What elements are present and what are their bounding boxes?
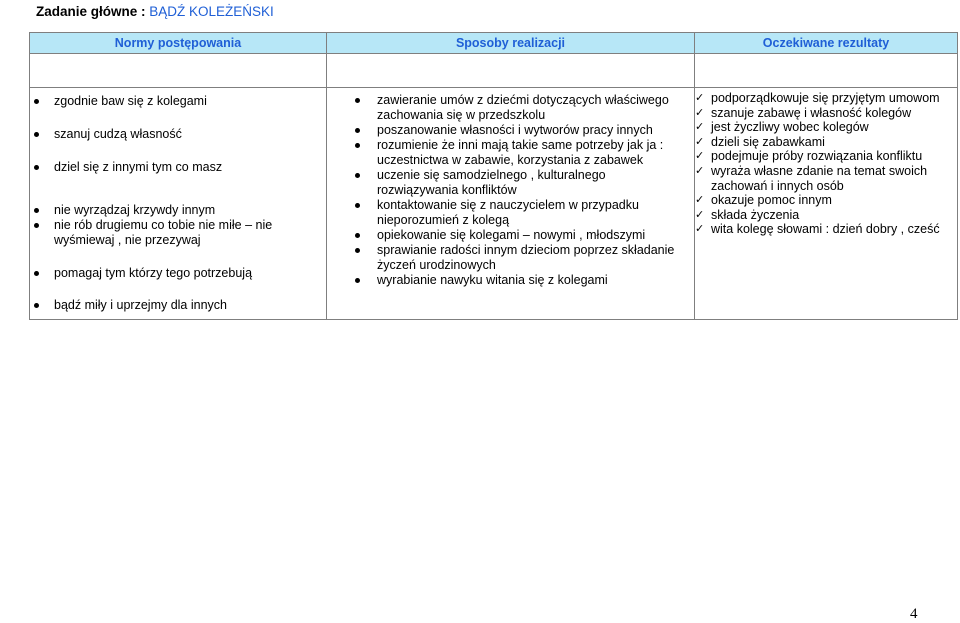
- header-results: Oczekiwane rezultaty: [695, 33, 958, 54]
- list-item: ✓ podporządkowuje się przyjętym umowom: [695, 91, 949, 106]
- list-item: uczenie się samodzielnego , kulturalnego rozwiązywania konfliktów: [327, 168, 684, 198]
- page-number: 4: [910, 606, 918, 622]
- list-item: ✓ okazuje pomoc innym: [695, 193, 949, 208]
- norms-cell: [30, 88, 327, 320]
- list-item: ✓ szanuje zabawę i własność kolegów: [695, 106, 949, 121]
- list-item: nie rób drugiemu co tobie nie miłe – nie wyśmiewaj , nie przezywaj: [30, 218, 316, 248]
- list-item: dziel się z innymi tym co masz: [30, 160, 316, 175]
- norms-list: [30, 94, 316, 313]
- list-item: wyrabianie nawyku witania się z kolegami: [327, 273, 684, 288]
- behavior-table: [29, 32, 958, 320]
- title-accent: BĄDŹ KOLEŻEŃSKI: [149, 4, 274, 19]
- list-item: ✓ wyraża własne zdanie na temat swoich zachowań i innych osób: [695, 164, 949, 193]
- list-item: zawieranie umów z dziećmi dotyczących właściwego zachowania się w przedszkolu: [327, 93, 684, 123]
- list-item: opiekowanie się kolegami – nowymi , młodszymi: [327, 228, 684, 243]
- list-item: nie wyrządzaj krzywdy innym: [30, 203, 316, 218]
- list-item: ✓ wita kolegę słowami : dzień dobry , cześć: [695, 222, 949, 237]
- methods-list: [327, 93, 684, 288]
- page-title: [36, 4, 274, 19]
- methods-cell: [327, 88, 695, 320]
- list-item: pomagaj tym którzy tego potrzebują: [30, 266, 316, 281]
- list-item: bądź miły i uprzejmy dla innych: [30, 298, 316, 313]
- list-item: rozumienie że inni mają takie same potrzeby jak ja : uczestnictwa w zabawie, korzystania z zabawek: [327, 138, 684, 168]
- list-item: zgodnie baw się z kolegami: [30, 94, 316, 109]
- spacer-row: [30, 54, 958, 88]
- list-item: kontaktowanie się z nauczycielem w przypadku nieporozumień z kolegą: [327, 198, 684, 228]
- list-item: szanuj cudzą własność: [30, 127, 316, 142]
- list-item: sprawianie radości innym dzieciom poprzez składanie życzeń urodzinowych: [327, 243, 684, 273]
- list-item: ✓ składa życzenia: [695, 208, 949, 223]
- header-row: [30, 33, 958, 54]
- header-norms: Normy postępowania: [30, 33, 327, 54]
- list-item: ✓ dzieli się zabawkami: [695, 135, 949, 150]
- header-methods: Sposoby realizacji: [327, 33, 695, 54]
- title-prefix: Zadanie główne :: [36, 4, 150, 19]
- list-item: ✓ jest życzliwy wobec kolegów: [695, 120, 949, 135]
- results-cell: [695, 88, 958, 320]
- results-list: [695, 91, 949, 237]
- list-item: poszanowanie własności i wytworów pracy innych: [327, 123, 684, 138]
- content-row: [30, 88, 958, 320]
- list-item: ✓ podejmuje próby rozwiązania konfliktu: [695, 149, 949, 164]
